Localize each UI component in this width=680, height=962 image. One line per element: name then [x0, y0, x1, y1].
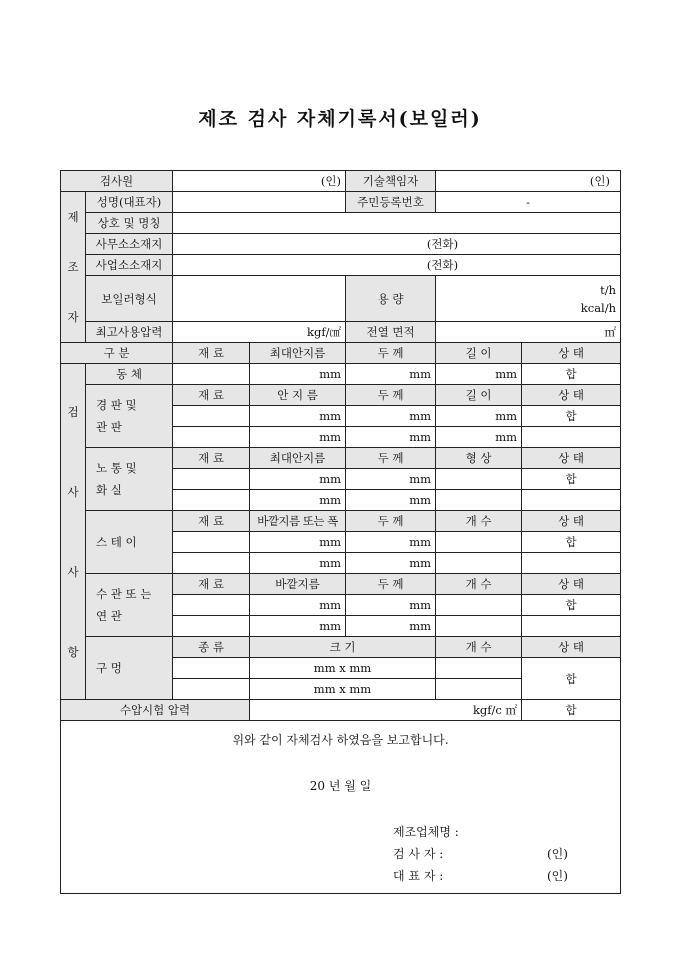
rep-name-field[interactable]: [173, 192, 346, 213]
date-line[interactable]: 20 년 월 일: [309, 779, 372, 793]
column-header-row: [61, 343, 621, 364]
furnace-label: 노 통 및 화 실: [86, 448, 173, 511]
site-label: 사업소소재지: [86, 255, 173, 276]
inspector-label: 검사원: [61, 171, 173, 192]
col-length: 길 이: [436, 343, 522, 364]
boiler-type-label: 보일러형식: [86, 276, 173, 322]
inspector-sign-label: 검 사 자 :: [393, 847, 444, 861]
page-title: 제조 검사 자체기록서(보일러): [198, 108, 482, 130]
inspector-sign-seal[interactable]: (인): [547, 847, 568, 861]
hole-label: 구 멍: [86, 637, 173, 700]
site-field[interactable]: (전화): [173, 255, 621, 276]
resident-no-label: 주민등록번호: [346, 192, 436, 213]
rep-name-label: 성명(대표자): [86, 192, 173, 213]
capacity-field[interactable]: [436, 276, 621, 322]
col-status: 상 태: [522, 343, 621, 364]
unit-th: t/h: [600, 282, 617, 297]
tube-plate-label: 경 판 및 관 판: [86, 385, 173, 448]
unit-kcal: kcal/h: [580, 300, 617, 315]
company-field[interactable]: [173, 213, 621, 234]
company-name-label: 제조업체명 :: [393, 825, 459, 839]
col-thickness: 두 께: [346, 343, 436, 364]
col-div: 구 분: [61, 343, 173, 364]
stay-label: 스 테 이: [86, 511, 173, 574]
resident-no-field[interactable]: -: [436, 192, 621, 213]
hydro-field[interactable]: kgf/c ㎡: [250, 700, 522, 721]
maker-side-label: 제 조 자: [61, 192, 86, 343]
footer-area: [61, 721, 621, 894]
water-tube-label: 수 관 또 는 연 관: [86, 574, 173, 637]
tech-manager-label: 기술책임자: [346, 171, 436, 192]
col-max-inner: 최대안지름: [250, 343, 346, 364]
max-pressure-label: 최고사용압력: [86, 322, 173, 343]
col-material: 재 료: [173, 343, 250, 364]
rep-sign-label: 대 표 자 :: [393, 869, 444, 883]
boiler-type-field[interactable]: [173, 276, 346, 322]
inspection-form: 검사원 (인) 기술책임자 (인) 제 조 자 성명(대표자) 주민등록번호 - 상호 및 명칭 사무소소재지 (전화) 사업소소재지 (전화) 보일러형식 용 량 t/h kcal/h 최고사용압력 kgf/㎠ 전열 면적 ㎡ 구 분 재 료 최대안지름 두 께 길 이 상 태 검 사 사 항 동 체 mm mm mm 합 경 판 및 관 판 재 료 안 지 름 두 께 길 이 상 태 mm mm mm 합 mm mm mm 노 통 및 화 실 재 료 최대안지름 두 께 형 상 상 태 mm mm 합 mm mm 스 테 이 재 료 바깥지름 또는 폭 두 께 개 수 상 태 mm mm 합 mm mm 수 관 또 는 연 관 재 료 바깥지름 두 께 개 수 상 태 mm mm 합 mm mm 구 멍 종 류 크 기 개 수 상 태 mm x mm 합 mm x mm 수압시험 압력 kgf/c ㎡ 합 위와 같이 자체검사 하였음을 보고합니다. 20 년 월 일 제조업체명 : 검 사 자 : (인) 대 표 자 : (인): [60, 170, 621, 894]
body-material[interactable]: [173, 364, 250, 385]
company-label: 상호 및 명칭: [86, 213, 173, 234]
inspector-row: [61, 171, 621, 192]
tech-manager-seal[interactable]: (인): [436, 171, 621, 192]
capacity-label: 용 량: [346, 276, 436, 322]
body-label: 동 체: [86, 364, 173, 385]
inspect-side-label: 검 사 사 항: [61, 364, 86, 700]
office-field[interactable]: (전화): [173, 234, 621, 255]
rep-sign-seal[interactable]: (인): [547, 869, 568, 883]
max-pressure-field[interactable]: kgf/㎠: [173, 322, 346, 343]
heating-area-field[interactable]: ㎡: [436, 322, 621, 343]
hydro-label: 수압시험 압력: [61, 700, 250, 721]
office-label: 사무소소재지: [86, 234, 173, 255]
inspector-seal[interactable]: (인): [173, 171, 346, 192]
heating-area-label: 전열 면적: [346, 322, 436, 343]
statement: 위와 같이 자체검사 하였음을 보고합니다.: [232, 733, 449, 747]
